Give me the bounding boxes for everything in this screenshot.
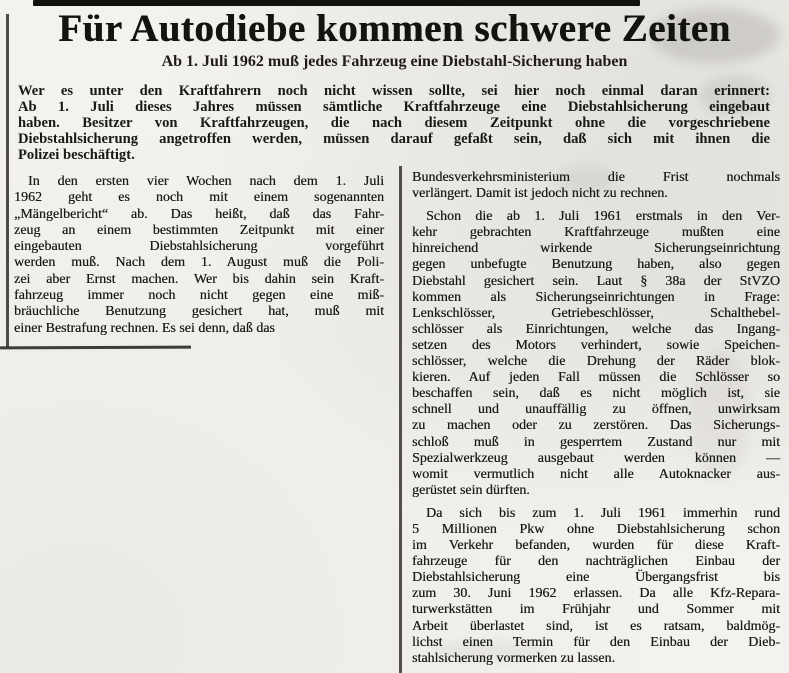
text-line: kehr gebrachten Kraftfahrzeuge mußten eine: [412, 225, 780, 241]
text-line: Arbeit überlastet sind, ist es ratsam, baldmög-: [412, 618, 780, 634]
text-line: In den ersten vier Wochen nach dem 1. Juli: [28, 174, 384, 189]
text-line: zu machen oder zu zerstören. Das Sicherungs-: [412, 418, 780, 434]
text-line: haben. Besitzer von Kraftfahrzeugen, die nach diesem Zeitpunkt ohne die vorgeschriebene: [18, 115, 770, 131]
text-line: im Verkehr befanden, wurden für diese Kraft-: [412, 538, 780, 554]
text-line: Schon die ab 1. Juli 1961 erstmals in den Ver-: [426, 209, 780, 225]
paragraph: [412, 209, 780, 499]
text-line: 5 Millionen Pkw ohne Diebstahlsicherung schon: [412, 521, 780, 537]
text-line: einer Bestrafung rechnen. Es sei denn, daß das: [14, 320, 275, 336]
text-line: setzen des Motors verhindert, sowie Speichen-: [412, 337, 780, 353]
text-line: lichst einen Termin für den Einbau der Dieb-: [412, 634, 780, 650]
text-line: Bundesverkehrsministerium die Frist nochmals: [412, 170, 780, 185]
right-column: [412, 170, 780, 667]
text-line: schnell und unauffällig zu öffnen, unwirksam: [412, 402, 780, 418]
lead-paragraph: [18, 83, 770, 163]
text-line: Polizei beschäftigt.: [18, 147, 135, 163]
text-line: stahlsicherung vormerken zu lassen.: [412, 650, 615, 666]
paragraph: [412, 506, 780, 667]
column-divider-rule: [399, 166, 402, 673]
text-line: turwerkstätten im Frühjahr und Sommer mit: [412, 602, 780, 618]
text-line: fahrzeug immer noch nicht gegen eine miß-: [14, 288, 384, 304]
paragraph: [412, 170, 780, 202]
text-line: beschaffen sein, daß es nicht möglich ist, sie: [412, 386, 780, 402]
text-line: gegen unbefugte Benutzung haben, also gegen: [412, 257, 780, 273]
headline: Für Autodiebe kommen schwere Zeiten: [58, 7, 731, 50]
left-margin-rule: [6, 14, 9, 347]
text-line: Lenkschlösser, Getriebeschlösser, Schalthebel-: [412, 305, 780, 321]
text-line: zei aber Ernst machen. Wer bis dahin sein Kraft-: [14, 271, 384, 287]
text-line: Diebstahlsicherung angetroffen werden, müssen darauf gefaßt sein, daß sich mit ihnen die: [18, 131, 770, 147]
paragraph: [14, 174, 384, 337]
text-line: Spezialwerkzeug ausgebaut werden können —: [412, 450, 780, 466]
text-line: zum 30. Juni 1962 erlassen. Da alle Kfz-Repara-: [412, 586, 780, 602]
text-line: gerüstet sein dürften.: [412, 482, 530, 498]
text-line: schlösser als Einrichtungen, welche das Ingang-: [412, 321, 780, 337]
left-column: [14, 174, 384, 337]
subheadline: Ab 1. Juli 1962 muß jedes Fahrzeug eine Diebstahl-Sicherung haben: [161, 53, 628, 70]
text-line: zeug an einem bestimmten Zeitpunkt mit einer: [14, 222, 384, 238]
text-line: fahrzeuge für den nachträglichen Einbau der: [412, 554, 780, 570]
text-line: Ab 1. Juli dieses Jahres müssen sämtliche Kraftfahrzeuge eine Diebstahlsicherung eingebaut: [18, 99, 770, 115]
text-line: bräuchliche Benutzung gesichert hat, muß mit: [14, 304, 384, 320]
text-line: schloß muß in gesperrtem Zustand nur mit: [412, 434, 780, 450]
text-line: schlösser, welche die Drehung der Räder blok-: [412, 354, 780, 370]
text-line: kommen als Sicherungseinrichtungen in Frage:: [412, 289, 780, 305]
text-line: Diebstahlsicherung eine Übergangsfrist bis: [412, 570, 780, 586]
text-line: 1962 geht es noch mit einem sogenannten: [14, 190, 384, 206]
text-line: verlängert. Damit ist jedoch nicht zu rechnen.: [412, 186, 668, 202]
text-line: Wer es unter den Kraftfahrern noch nicht wissen sollte, sei hier noch einmal daran erinnert:: [18, 83, 770, 99]
text-line: „Mängelbericht“ ab. Das heißt, daß das Fahr-: [14, 206, 384, 222]
text-line: werden muß. Nach dem 1. August muß die Poli-: [14, 255, 384, 271]
text-line: kieren. Auf jeden Fall müssen die Schlösser so: [412, 370, 780, 386]
text-line: Da sich bis zum 1. Juli 1961 immerhin rund: [426, 505, 780, 521]
text-line: Diebstahl gesichert sein. Laut § 38a der StVZO: [412, 273, 780, 289]
text-line: hinreichend wirkende Sicherungseinrichtung: [412, 241, 780, 257]
text-line: womit vermutlich nicht alle Autoknacker aus-: [412, 466, 780, 482]
text-line: eingebauten Diebstahlsicherung vorgeführt: [14, 239, 384, 255]
next-article-cut-rule: [0, 346, 191, 349]
